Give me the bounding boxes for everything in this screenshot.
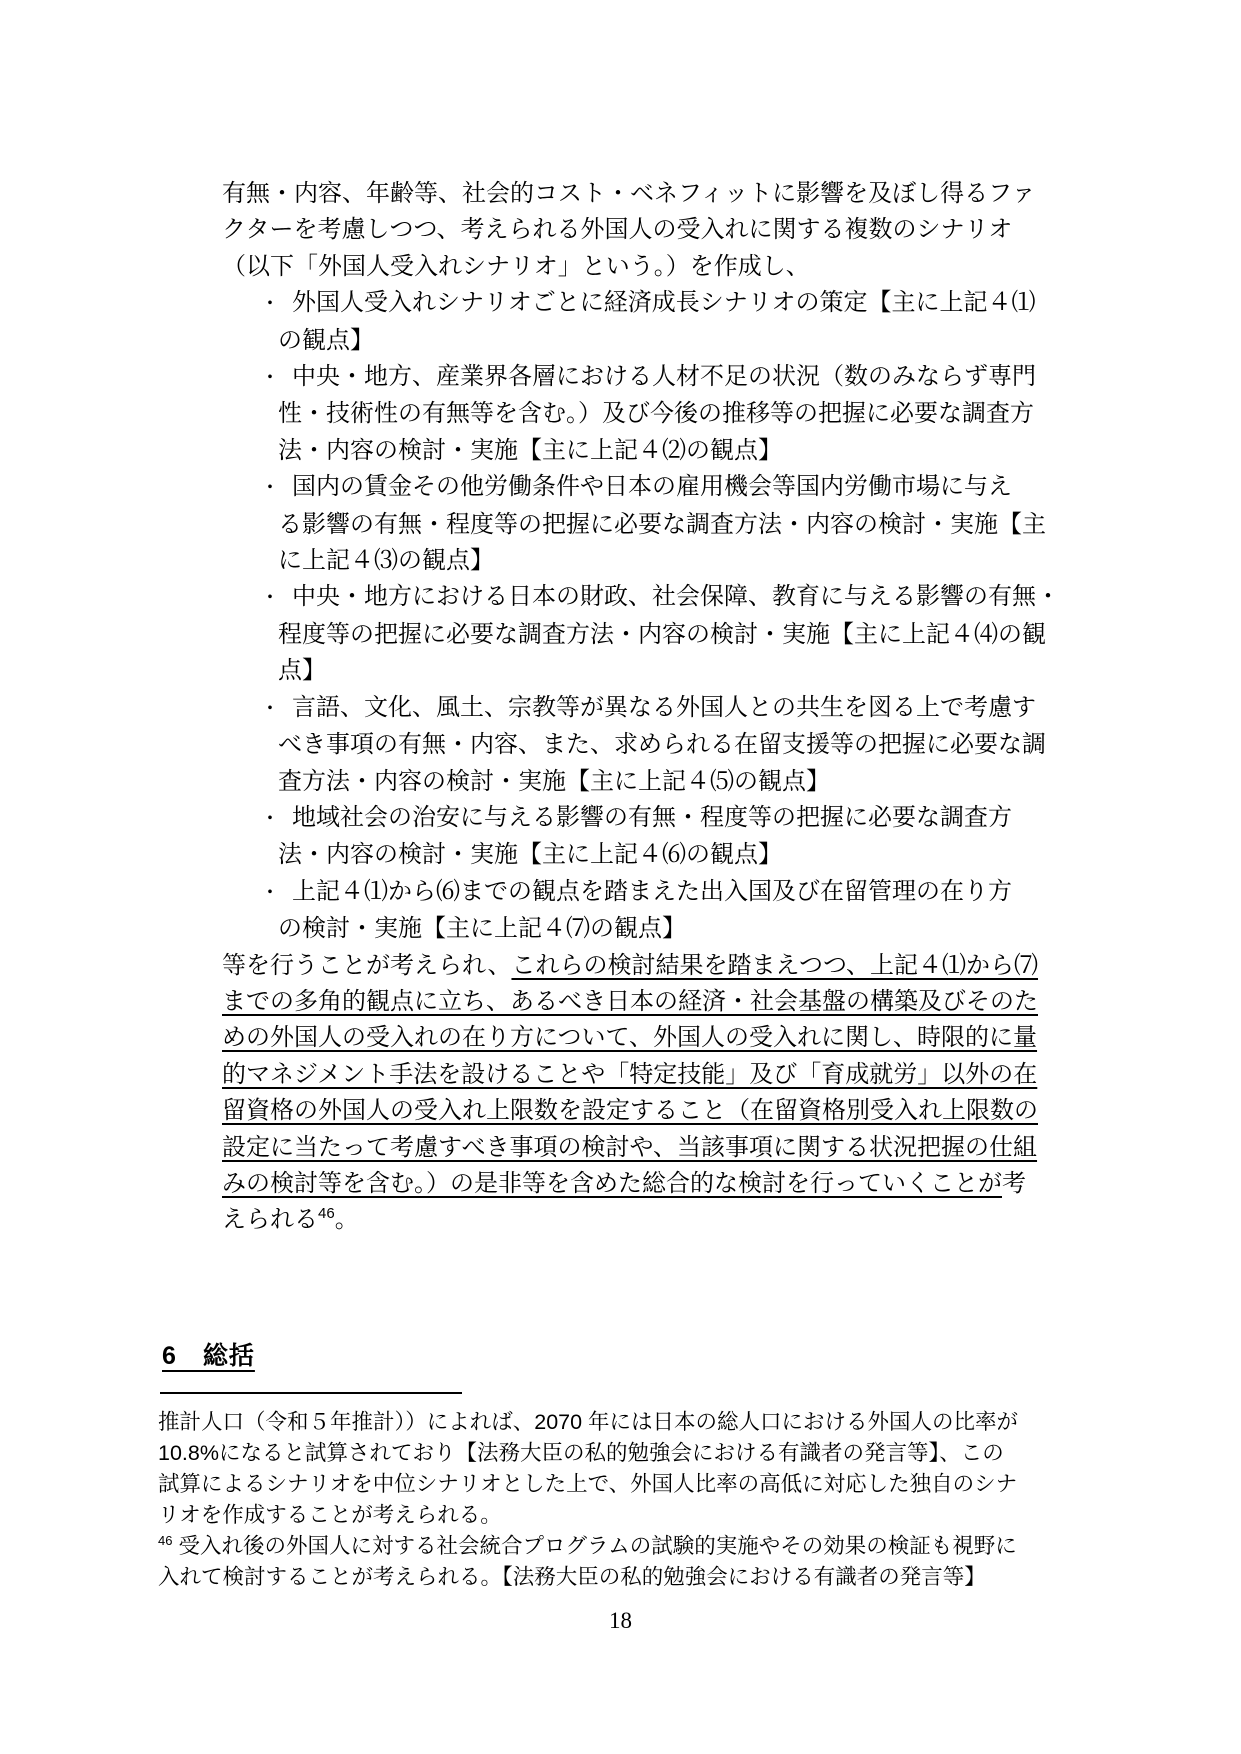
text-segment: に上記４⑶の観点】 [278, 547, 494, 575]
text-segment: 設定に当たって考慮すべき事項の検討や、当該事項に関する状況把握の仕組 [222, 1133, 1038, 1161]
text-segment: 程度等の把握に必要な調査方法・内容の検討・実施【主に上記４⑷の観 [278, 620, 1046, 648]
text-segment: 有無・内容、年齢等、社会的コスト・ベネフィットに影響を及ぼし得るファ [222, 180, 1036, 207]
text-segment: 外国人受入れシナリオごとに経済成長シナリオの策定【主に上記４⑴ [292, 289, 1036, 317]
text-segment: る影響の有無・程度等の把握に必要な調査方法・内容の検討・実施【主 [278, 510, 1046, 538]
bullet-marker: ・ [260, 477, 280, 500]
bullet-marker: ・ [260, 807, 280, 830]
bullet-line [260, 285, 1080, 322]
body-text [160, 176, 1080, 1239]
text-segment: の検討・実施【主に上記４⑺の観点】 [278, 915, 686, 943]
text-line [278, 617, 1080, 653]
text-segment: 試算によるシナリオを中位シナリオとした上で、外国人比率の高低に対応した独自のシナ [158, 1472, 1018, 1496]
text-segment: 点】 [278, 657, 326, 685]
bullet-marker: ・ [260, 293, 280, 316]
text-line [158, 1531, 1098, 1562]
bullet-marker: ・ [260, 367, 280, 390]
text-line [158, 1469, 1098, 1500]
text-segment: 中央・地方、産業界各層における人材不足の状況（数のみならず専門 [292, 363, 1036, 391]
bullet-line [260, 469, 1080, 506]
text-line [222, 1166, 1080, 1202]
text-line [222, 249, 1080, 285]
footnote-text [158, 1407, 1098, 1593]
text-line [278, 764, 1080, 800]
text-segment: 国内の賃金その他労働条件や日本の雇用機会等国内労働市場に与え [292, 473, 1012, 501]
text-line [222, 1130, 1080, 1166]
footnote-reference: 46 [318, 1205, 335, 1223]
text-line [278, 911, 1080, 947]
text-segment: 10.8%になると試算されており【法務大臣の私的勉強会における有識者の発言等】、この [158, 1441, 1004, 1465]
text-segment: の観点】 [278, 326, 374, 354]
text-segment: 性・技術性の有無等を含む。）及び今後の推移等の把握に必要な調査方 [278, 400, 1034, 428]
text-line [222, 176, 1080, 212]
text-segment: 留資格の外国人の受入れ上限数を設定すること（在留資格別受入れ上限数の [222, 1097, 1038, 1125]
footnote-separator [160, 1392, 462, 1394]
text-segment: めの外国人の受入れの在り方について、外国人の受入れに関し、時限的に量 [222, 1024, 1038, 1052]
text-line [222, 984, 1080, 1020]
text-line [158, 1407, 1098, 1438]
text-segment: 考 [1002, 1169, 1026, 1197]
text-line [222, 948, 1080, 984]
text-line [278, 323, 1080, 359]
text-segment: 入れて検討することが考えられる。【法務大臣の私的勉強会における有識者の発言等】 [158, 1565, 986, 1589]
text-segment: 受入れ後の外国人に対する社会統合プログラムの試験的実施やその効果の検証も視野に [172, 1534, 1017, 1558]
text-line [222, 1202, 1080, 1238]
text-line [278, 543, 1080, 579]
text-segment: 。 [334, 1206, 359, 1234]
text-segment: クターを考慮しつつ、考えられる外国人の受入れに関する複数のシナリオ [222, 216, 1013, 244]
footnote-reference: 46 [158, 1532, 173, 1548]
text-segment: 査方法・内容の検討・実施【主に上記４⑸の観点】 [278, 767, 830, 795]
text-line [222, 212, 1080, 248]
text-segment: べき事項の有無・内容、また、求められる在留支援等の把握に必要な調 [278, 731, 1046, 759]
bullet-marker: ・ [260, 587, 280, 610]
text-segment: 言語、文化、風土、宗教等が異なる外国人との共生を図る上で考慮す [292, 693, 1036, 721]
text-line [222, 1020, 1080, 1056]
text-segment: 地域社会の治安に与える影響の有無・程度等の把握に必要な調査方 [292, 803, 1012, 831]
bullet-marker: ・ [260, 697, 280, 720]
page-number: 18 [609, 1608, 632, 1633]
text-segment: 法・内容の検討・実施【主に上記４⑵の観点】 [278, 436, 782, 464]
text-segment: 等を行うことが考えられ、 [222, 951, 512, 979]
text-line [222, 1093, 1080, 1129]
bullet-line [260, 690, 1080, 727]
text-line [158, 1500, 1098, 1531]
text-segment: 的マネジメント手法を設けることや「特定技能」及び「育成就労」以外の在 [222, 1060, 1038, 1088]
text-line [278, 727, 1080, 763]
text-line [278, 507, 1080, 543]
text-line [278, 837, 1080, 873]
text-segment: 中央・地方における日本の財政、社会保障、教育に与える影響の有無・ [292, 583, 1060, 611]
section-heading: 6 総括 [162, 1342, 255, 1370]
text-segment: までの多角的観点に立ち、あるべき日本の経済・社会基盤の構築及びそのた [222, 987, 1038, 1015]
bullet-line [260, 579, 1080, 616]
text-segment: 法・内容の検討・実施【主に上記４⑹の観点】 [278, 841, 782, 869]
text-line [278, 396, 1080, 432]
bullet-line [260, 874, 1080, 911]
text-line [158, 1438, 1098, 1469]
bullet-marker: ・ [260, 881, 280, 904]
text-segment: えられる [222, 1206, 318, 1234]
text-segment: みの検討等を含む。）の是非等を含めた総合的な検討を行っていくことが [222, 1169, 1002, 1197]
text-line [158, 1562, 1098, 1593]
text-segment: これらの検討結果を踏まえつつ、上記４⑴から⑺ [511, 951, 1039, 979]
text-segment: （以下「外国人受入れシナリオ」という。）を作成し、 [222, 252, 810, 280]
bullet-line [260, 800, 1080, 837]
text-line [278, 433, 1080, 469]
text-line [278, 653, 1080, 689]
bullet-line [260, 359, 1080, 396]
text-segment: リオを作成することが考えられる。 [158, 1503, 502, 1527]
text-segment: 推計人口（令和５年推計））によれば、2070 年には日本の総人口における外国人の比率が [158, 1410, 1019, 1434]
text-line [222, 1057, 1080, 1093]
text-segment: 上記４⑴から⑹までの観点を踏まえた出入国及び在留管理の在り方 [292, 877, 1012, 905]
